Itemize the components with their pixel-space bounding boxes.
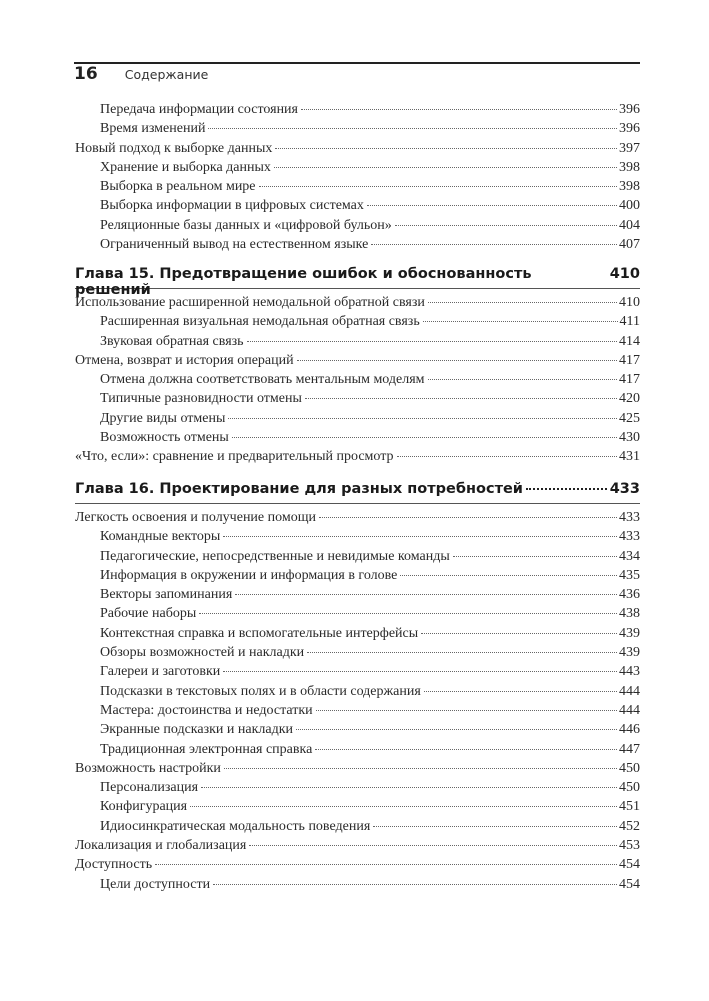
entry-page: 450: [619, 780, 640, 796]
toc-entry[interactable]: [75, 606, 640, 625]
entry-title: Другие виды отмены: [100, 410, 226, 426]
dot-leader: [305, 398, 617, 399]
toc-entry[interactable]: [75, 449, 640, 468]
entry-page: 430: [619, 430, 640, 446]
dot-leader: [275, 148, 617, 149]
entry-title: Галереи и заготовки: [100, 664, 221, 680]
entry-title: Персонализация: [100, 780, 199, 796]
entry-title: Подсказки в текстовых полях и в области содержания: [100, 683, 421, 699]
toc-entry[interactable]: [75, 549, 640, 568]
toc-entry[interactable]: [75, 411, 640, 430]
entry-title: Использование расширенной немодальной обратной связи: [75, 295, 425, 310]
toc-entry[interactable]: [75, 877, 640, 896]
entry-title: Цели доступности: [100, 876, 211, 892]
entry-title: Педагогические, непосредственные и невидимые команды: [100, 548, 450, 564]
dot-leader: [155, 864, 617, 865]
entry-title: Выборка информации в цифровых системах: [100, 198, 364, 214]
toc-entry[interactable]: [75, 761, 640, 780]
dot-leader: [208, 128, 617, 129]
dot-leader: [367, 205, 617, 206]
toc-entry[interactable]: [75, 237, 640, 256]
dot-leader: [296, 729, 617, 730]
page-number: 16: [74, 64, 98, 84]
entry-page: 425: [619, 410, 640, 426]
entry-title: Расширенная визуальная немодальная обратная связь: [100, 314, 420, 330]
entry-page: 431: [619, 449, 640, 465]
toc-entry[interactable]: [75, 838, 640, 857]
entry-page: 444: [619, 702, 640, 718]
entry-page: 398: [619, 159, 640, 175]
dot-leader: [213, 884, 617, 885]
toc-entry[interactable]: [75, 218, 640, 237]
entry-page: 420: [619, 391, 640, 407]
chapter-title: Глава 15. Предотвращение ошибок и обоснованность решений: [75, 266, 532, 298]
entry-page: 453: [619, 838, 640, 854]
toc-entry[interactable]: [75, 819, 640, 838]
toc-entry[interactable]: [75, 334, 640, 353]
entry-title: Новый подход к выборке данных: [75, 140, 273, 156]
entry-title: Идиосинкратическая модальность поведения: [100, 818, 371, 834]
dot-leader: [249, 845, 617, 846]
entry-title: Реляционные базы данных и «цифровой бульон»: [100, 217, 392, 233]
toc-entry[interactable]: [75, 160, 640, 179]
entry-page: 396: [619, 102, 640, 117]
entry-title: Возможность отмены: [100, 430, 229, 446]
entry-page: 414: [619, 333, 640, 349]
entry-page: 452: [619, 818, 640, 834]
entry-page: 433: [619, 529, 640, 545]
chapter-heading[interactable]: [75, 266, 640, 298]
entry-page: 444: [619, 683, 640, 699]
dot-leader: [424, 691, 617, 692]
entry-title: Рабочие наборы: [100, 606, 197, 622]
chapter-title: Глава 16. Проектирование для разных потребностей: [75, 481, 523, 497]
entry-title: Векторы запоминания: [100, 587, 233, 603]
dot-leader: [319, 517, 617, 518]
dot-leader: [421, 633, 617, 634]
toc-section: [75, 266, 640, 469]
entry-title: Локализация и глобализация: [75, 838, 247, 854]
dot-leader: [223, 536, 617, 537]
toc-entry[interactable]: [75, 529, 640, 548]
entry-page: 443: [619, 664, 640, 680]
entry-page: 434: [619, 548, 640, 564]
dot-leader: [526, 488, 607, 490]
entry-title: Командные векторы: [100, 529, 221, 545]
toc-entry[interactable]: [75, 780, 640, 799]
toc-entry[interactable]: [75, 626, 640, 645]
dot-leader: [423, 321, 618, 322]
toc-entry[interactable]: [75, 568, 640, 587]
entry-page: 450: [619, 760, 640, 776]
toc-section: [75, 102, 640, 256]
toc-entry[interactable]: [75, 121, 640, 140]
entry-page: 411: [619, 314, 640, 330]
entry-title: Выборка в реальном мире: [100, 179, 256, 195]
entry-page: 438: [619, 606, 640, 622]
toc-entry[interactable]: [75, 141, 640, 160]
entry-page: 451: [619, 799, 640, 815]
entry-title: Звуковая обратная связь: [100, 333, 244, 349]
entry-page: 410: [619, 295, 640, 310]
toc-entry[interactable]: [75, 857, 640, 876]
entry-page: 454: [619, 857, 640, 873]
toc-section: [75, 481, 640, 896]
toc-entry[interactable]: [75, 372, 640, 391]
dot-leader: [307, 652, 617, 653]
dot-leader: [224, 768, 617, 769]
entry-title: Отмена, возврат и история операций: [75, 352, 294, 368]
entry-title: Хранение и выборка данных: [100, 159, 271, 175]
dot-leader: [199, 613, 617, 614]
dot-leader: [223, 671, 617, 672]
dot-leader: [395, 225, 617, 226]
entry-title: Доступность: [75, 857, 153, 873]
entry-page: 396: [619, 121, 640, 137]
entry-title: Время изменений: [100, 121, 206, 137]
toc-entry[interactable]: [75, 684, 640, 703]
dot-leader: [232, 437, 617, 438]
dot-leader: [315, 749, 617, 750]
toc-entry[interactable]: [75, 314, 640, 333]
entry-page: 435: [619, 567, 640, 583]
dot-leader: [373, 826, 617, 827]
entry-page: 417: [619, 352, 640, 368]
dot-leader: [235, 594, 617, 595]
entry-title: Экранные подсказки и накладки: [100, 722, 294, 738]
running-header: [74, 64, 208, 84]
entry-title: Ограниченный вывод на естественном языке: [100, 237, 369, 253]
entry-title: Отмена должна соответствовать ментальным моделям: [100, 372, 425, 388]
toc-entry[interactable]: [75, 179, 640, 198]
toc-entry[interactable]: [75, 510, 640, 529]
entry-title: Контекстная справка и вспомогательные интерфейсы: [100, 625, 419, 641]
toc-entry[interactable]: [75, 198, 640, 217]
dot-leader: [428, 379, 617, 380]
dot-leader: [428, 302, 617, 303]
dot-leader: [259, 186, 617, 187]
dot-leader: [201, 787, 617, 788]
entry-page: 436: [619, 587, 640, 603]
dot-leader: [247, 341, 617, 342]
toc-entry[interactable]: [75, 587, 640, 606]
entry-title: «Что, если»: сравнение и предварительный просмотр: [75, 449, 394, 465]
entry-title: Передача информации состояния: [100, 102, 298, 117]
dot-leader: [190, 806, 617, 807]
toc-entry[interactable]: [75, 353, 640, 372]
chapter-page: 410: [609, 266, 640, 282]
entry-page: 454: [619, 876, 640, 892]
entry-page: 397: [619, 140, 640, 156]
toc-entry[interactable]: [75, 430, 640, 449]
toc-entry[interactable]: [75, 391, 640, 410]
entry-page: 439: [619, 625, 640, 641]
entry-page: 433: [619, 510, 640, 525]
entry-page: 447: [619, 741, 640, 757]
dot-leader: [301, 109, 617, 110]
entry-page: 404: [619, 217, 640, 233]
entry-page: 446: [619, 722, 640, 738]
toc-entry[interactable]: [75, 722, 640, 741]
entry-page: 398: [619, 179, 640, 195]
toc-entry[interactable]: [75, 742, 640, 761]
dot-leader: [228, 418, 617, 419]
entry-title: Конфигурация: [100, 799, 188, 815]
entry-title: Традиционная электронная справка: [100, 741, 313, 757]
toc-entry[interactable]: [75, 799, 640, 818]
running-title: Содержание: [124, 67, 209, 82]
dot-leader: [400, 575, 617, 576]
entry-title: Информация в окружении и информация в голове: [100, 567, 398, 583]
dot-leader: [274, 167, 617, 168]
entry-page: 407: [619, 237, 640, 253]
entry-title: Легкость освоения и получение помощи: [75, 510, 316, 525]
entry-title: Возможность настройки: [75, 760, 221, 776]
chapter-page: 433: [609, 481, 640, 497]
toc-entry[interactable]: [75, 664, 640, 683]
entry-title: Мастера: достоинства и недостатки: [100, 702, 313, 718]
entry-page: 439: [619, 645, 640, 661]
toc-entry[interactable]: [75, 645, 640, 664]
entry-page: 400: [619, 198, 640, 214]
dot-leader: [453, 556, 617, 557]
entry-page: 417: [619, 372, 640, 388]
dot-leader: [397, 456, 618, 457]
entry-title: Обзоры возможностей и накладки: [100, 645, 305, 661]
dot-leader: [371, 244, 617, 245]
toc-entry[interactable]: [75, 102, 640, 121]
dot-leader: [297, 360, 617, 361]
dot-leader: [316, 710, 617, 711]
chapter-heading[interactable]: [75, 481, 640, 504]
entry-title: Типичные разновидности отмены: [100, 391, 302, 407]
toc-entry[interactable]: [75, 703, 640, 722]
